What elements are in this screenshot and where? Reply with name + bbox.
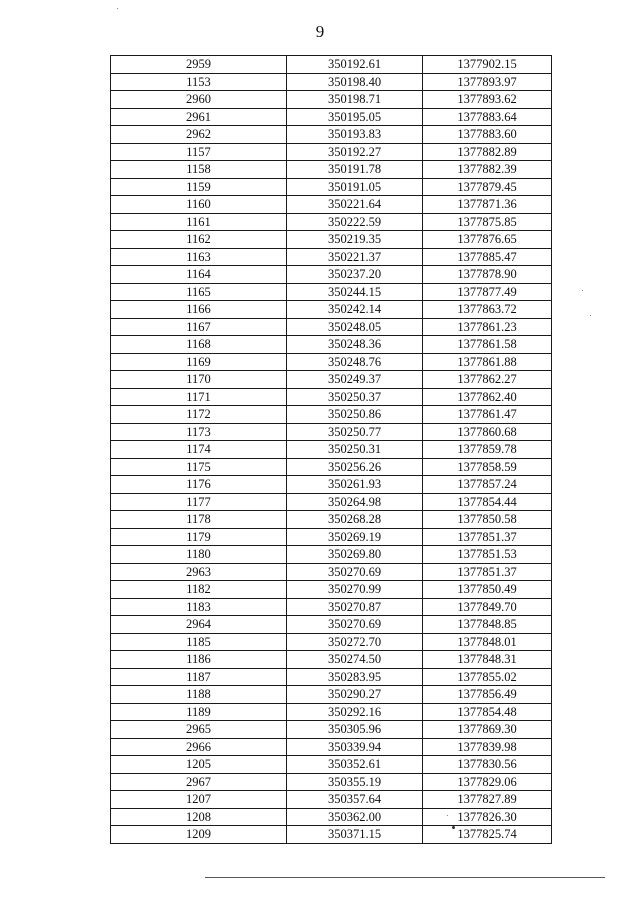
y-coordinate-cell: 1377851.53: [423, 546, 552, 564]
scan-speck: [447, 815, 448, 816]
y-coordinate-cell: 1377848.85: [423, 616, 552, 634]
x-coordinate-cell: 350192.61: [287, 56, 423, 74]
x-coordinate-cell: 350250.37: [287, 388, 423, 406]
point-number-cell: 1164: [111, 266, 287, 284]
x-coordinate-cell: 350250.77: [287, 423, 423, 441]
table-row: [111, 721, 552, 739]
table-row: [111, 633, 552, 651]
point-number-cell: 1207: [111, 791, 287, 809]
x-coordinate-cell: 350249.37: [287, 371, 423, 389]
y-coordinate-cell: 1377861.58: [423, 336, 552, 354]
table-row: [111, 476, 552, 494]
y-coordinate-cell: 1377871.36: [423, 196, 552, 214]
point-number-cell: 2965: [111, 721, 287, 739]
point-number-cell: 1208: [111, 808, 287, 826]
table-row: [111, 248, 552, 266]
x-coordinate-cell: 350198.71: [287, 91, 423, 109]
x-coordinate-cell: 350198.40: [287, 73, 423, 91]
y-coordinate-cell: 1377830.56: [423, 756, 552, 774]
x-coordinate-cell: 350193.83: [287, 126, 423, 144]
table-row: [111, 266, 552, 284]
x-coordinate-cell: 350269.19: [287, 528, 423, 546]
y-coordinate-cell: 1377851.37: [423, 528, 552, 546]
y-coordinate-cell: 1377855.02: [423, 668, 552, 686]
x-coordinate-cell: 350269.80: [287, 546, 423, 564]
x-coordinate-cell: 350352.61: [287, 756, 423, 774]
scan-speck: [452, 826, 455, 829]
point-number-cell: 1205: [111, 756, 287, 774]
point-number-cell: 1177: [111, 493, 287, 511]
table-row: [111, 318, 552, 336]
point-number-cell: 1180: [111, 546, 287, 564]
y-coordinate-cell: 1377862.27: [423, 371, 552, 389]
x-coordinate-cell: 350355.19: [287, 773, 423, 791]
point-number-cell: 1169: [111, 353, 287, 371]
y-coordinate-cell: 1377854.44: [423, 493, 552, 511]
table-row: [111, 651, 552, 669]
y-coordinate-cell: 1377875.85: [423, 213, 552, 231]
point-number-cell: 2964: [111, 616, 287, 634]
x-coordinate-cell: 350362.00: [287, 808, 423, 826]
point-number-cell: 1185: [111, 633, 287, 651]
table-row: [111, 423, 552, 441]
y-coordinate-cell: 1377861.23: [423, 318, 552, 336]
y-coordinate-cell: 1377850.58: [423, 511, 552, 529]
point-number-cell: 1153: [111, 73, 287, 91]
point-number-cell: 1176: [111, 476, 287, 494]
x-coordinate-cell: 350305.96: [287, 721, 423, 739]
point-number-cell: 1159: [111, 178, 287, 196]
table-row: [111, 563, 552, 581]
table-row: [111, 528, 552, 546]
y-coordinate-cell: 1377854.48: [423, 703, 552, 721]
scan-speck: [582, 290, 583, 291]
point-number-cell: 1166: [111, 301, 287, 319]
y-coordinate-cell: 1377883.60: [423, 126, 552, 144]
table-row: [111, 143, 552, 161]
table-row: [111, 336, 552, 354]
table-row: [111, 668, 552, 686]
x-coordinate-cell: 350248.05: [287, 318, 423, 336]
table-row: [111, 73, 552, 91]
x-coordinate-cell: 350248.36: [287, 336, 423, 354]
point-number-cell: 1162: [111, 231, 287, 249]
x-coordinate-cell: 350244.15: [287, 283, 423, 301]
x-coordinate-cell: 350191.05: [287, 178, 423, 196]
point-number-cell: 1187: [111, 668, 287, 686]
table-row: [111, 196, 552, 214]
x-coordinate-cell: 350195.05: [287, 108, 423, 126]
table-row: [111, 441, 552, 459]
x-coordinate-cell: 350274.50: [287, 651, 423, 669]
point-number-cell: 1163: [111, 248, 287, 266]
x-coordinate-cell: 350191.78: [287, 161, 423, 179]
point-number-cell: 1172: [111, 406, 287, 424]
x-coordinate-cell: 350268.28: [287, 511, 423, 529]
table-row: [111, 178, 552, 196]
point-number-cell: 1209: [111, 826, 287, 844]
point-number-cell: 1178: [111, 511, 287, 529]
table-row: [111, 826, 552, 844]
x-coordinate-cell: 350221.64: [287, 196, 423, 214]
table-row: [111, 773, 552, 791]
point-number-cell: 1175: [111, 458, 287, 476]
table-row: [111, 161, 552, 179]
y-coordinate-cell: 1377893.97: [423, 73, 552, 91]
y-coordinate-cell: 1377860.68: [423, 423, 552, 441]
y-coordinate-cell: 1377826.30: [423, 808, 552, 826]
x-coordinate-cell: 350237.20: [287, 266, 423, 284]
table-row: [111, 231, 552, 249]
point-number-cell: 1179: [111, 528, 287, 546]
table-row: [111, 616, 552, 634]
y-coordinate-cell: 1377882.89: [423, 143, 552, 161]
y-coordinate-cell: 1377827.89: [423, 791, 552, 809]
table-row: [111, 283, 552, 301]
x-coordinate-cell: 350270.69: [287, 563, 423, 581]
y-coordinate-cell: 1377862.40: [423, 388, 552, 406]
table-row: [111, 108, 552, 126]
point-number-cell: 2960: [111, 91, 287, 109]
y-coordinate-cell: 1377882.39: [423, 161, 552, 179]
coordinates-table: [110, 55, 552, 844]
point-number-cell: 2962: [111, 126, 287, 144]
y-coordinate-cell: 1377869.30: [423, 721, 552, 739]
scan-speck: [117, 8, 118, 9]
y-coordinate-cell: 1377825.74: [423, 826, 552, 844]
x-coordinate-cell: 350270.87: [287, 598, 423, 616]
table-row: [111, 703, 552, 721]
y-coordinate-cell: 1377829.06: [423, 773, 552, 791]
x-coordinate-cell: 350290.27: [287, 686, 423, 704]
y-coordinate-cell: 1377879.45: [423, 178, 552, 196]
table-row: [111, 213, 552, 231]
point-number-cell: 2963: [111, 563, 287, 581]
point-number-cell: 1171: [111, 388, 287, 406]
y-coordinate-cell: 1377858.59: [423, 458, 552, 476]
table-row: [111, 91, 552, 109]
table-row: [111, 56, 552, 74]
y-coordinate-cell: 1377876.65: [423, 231, 552, 249]
y-coordinate-cell: 1377861.88: [423, 353, 552, 371]
x-coordinate-cell: 350283.95: [287, 668, 423, 686]
y-coordinate-cell: 1377851.37: [423, 563, 552, 581]
coordinates-table-body: [111, 56, 552, 844]
table-row: [111, 353, 552, 371]
table-row: [111, 546, 552, 564]
y-coordinate-cell: 1377878.90: [423, 266, 552, 284]
y-coordinate-cell: 1377857.24: [423, 476, 552, 494]
x-coordinate-cell: 350256.26: [287, 458, 423, 476]
x-coordinate-cell: 350221.37: [287, 248, 423, 266]
scan-edge-line: [205, 877, 605, 878]
table-row: [111, 406, 552, 424]
table-row: [111, 458, 552, 476]
x-coordinate-cell: 350261.93: [287, 476, 423, 494]
y-coordinate-cell: 1377859.78: [423, 441, 552, 459]
x-coordinate-cell: 350219.35: [287, 231, 423, 249]
point-number-cell: 1189: [111, 703, 287, 721]
point-number-cell: 2959: [111, 56, 287, 74]
x-coordinate-cell: 350248.76: [287, 353, 423, 371]
table-row: [111, 808, 552, 826]
scan-speck: [590, 315, 591, 316]
x-coordinate-cell: 350357.64: [287, 791, 423, 809]
table-row: [111, 686, 552, 704]
point-number-cell: 1157: [111, 143, 287, 161]
point-number-cell: 1165: [111, 283, 287, 301]
point-number-cell: 1168: [111, 336, 287, 354]
y-coordinate-cell: 1377861.47: [423, 406, 552, 424]
point-number-cell: 1182: [111, 581, 287, 599]
y-coordinate-cell: 1377883.64: [423, 108, 552, 126]
point-number-cell: 1188: [111, 686, 287, 704]
table-row: [111, 493, 552, 511]
table-row: [111, 371, 552, 389]
table-row: [111, 301, 552, 319]
table-row: [111, 581, 552, 599]
y-coordinate-cell: 1377902.15: [423, 56, 552, 74]
y-coordinate-cell: 1377850.49: [423, 581, 552, 599]
x-coordinate-cell: 350292.16: [287, 703, 423, 721]
x-coordinate-cell: 350250.86: [287, 406, 423, 424]
point-number-cell: 1158: [111, 161, 287, 179]
table-row: [111, 738, 552, 756]
y-coordinate-cell: 1377839.98: [423, 738, 552, 756]
x-coordinate-cell: 350192.27: [287, 143, 423, 161]
y-coordinate-cell: 1377893.62: [423, 91, 552, 109]
y-coordinate-cell: 1377856.49: [423, 686, 552, 704]
table-row: [111, 791, 552, 809]
point-number-cell: 1174: [111, 441, 287, 459]
y-coordinate-cell: 1377863.72: [423, 301, 552, 319]
point-number-cell: 1173: [111, 423, 287, 441]
point-number-cell: 1160: [111, 196, 287, 214]
table-row: [111, 511, 552, 529]
point-number-cell: 1167: [111, 318, 287, 336]
point-number-cell: 1183: [111, 598, 287, 616]
point-number-cell: 1186: [111, 651, 287, 669]
x-coordinate-cell: 350242.14: [287, 301, 423, 319]
point-number-cell: 2961: [111, 108, 287, 126]
page-number: 9: [315, 22, 325, 41]
table-row: [111, 388, 552, 406]
y-coordinate-cell: 1377877.49: [423, 283, 552, 301]
x-coordinate-cell: 350250.31: [287, 441, 423, 459]
y-coordinate-cell: 1377848.01: [423, 633, 552, 651]
x-coordinate-cell: 350339.94: [287, 738, 423, 756]
x-coordinate-cell: 350264.98: [287, 493, 423, 511]
table-row: [111, 598, 552, 616]
x-coordinate-cell: 350222.59: [287, 213, 423, 231]
point-number-cell: 2966: [111, 738, 287, 756]
point-number-cell: 2967: [111, 773, 287, 791]
table-row: [111, 756, 552, 774]
x-coordinate-cell: 350272.70: [287, 633, 423, 651]
x-coordinate-cell: 350270.99: [287, 581, 423, 599]
table-row: [111, 126, 552, 144]
x-coordinate-cell: 350270.69: [287, 616, 423, 634]
y-coordinate-cell: 1377848.31: [423, 651, 552, 669]
y-coordinate-cell: 1377885.47: [423, 248, 552, 266]
point-number-cell: 1161: [111, 213, 287, 231]
x-coordinate-cell: 350371.15: [287, 826, 423, 844]
point-number-cell: 1170: [111, 371, 287, 389]
y-coordinate-cell: 1377849.70: [423, 598, 552, 616]
